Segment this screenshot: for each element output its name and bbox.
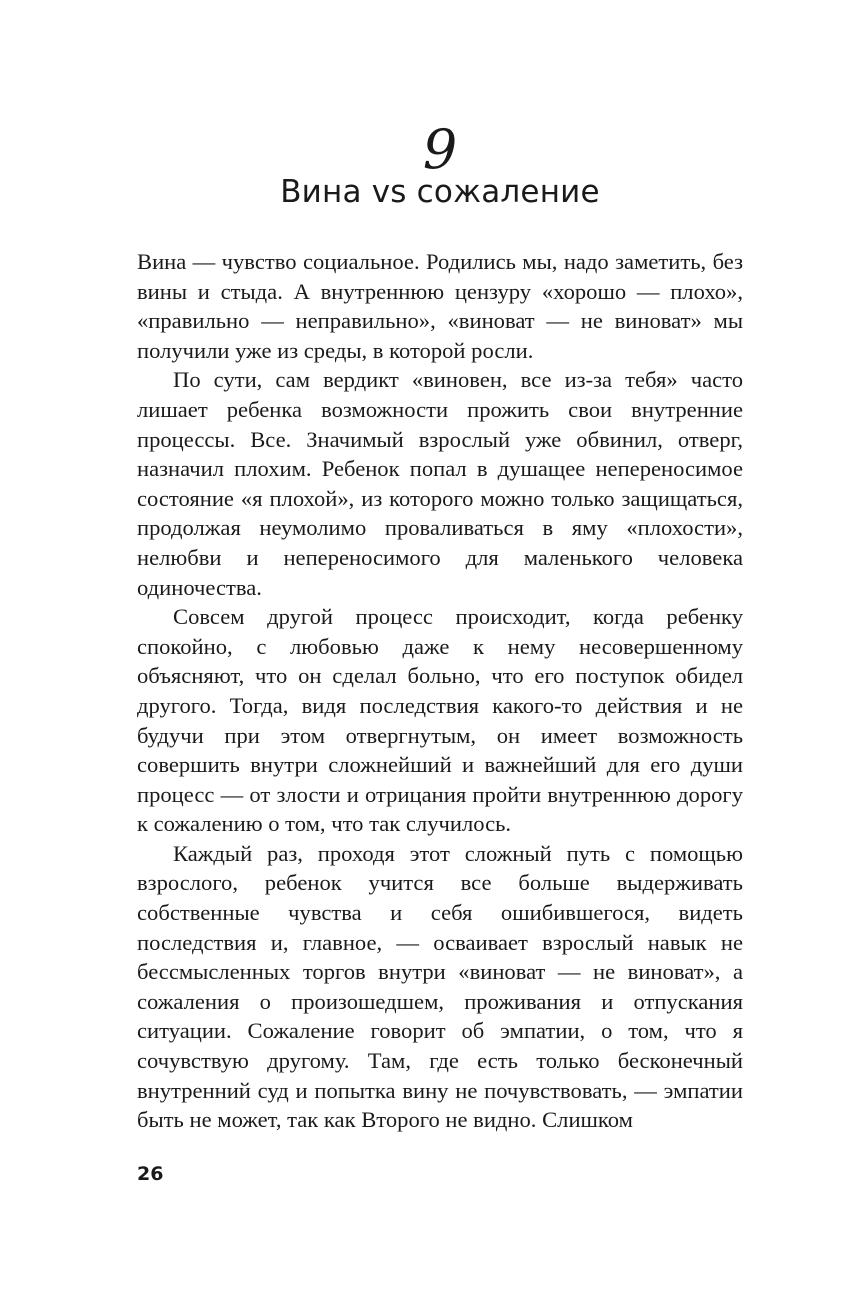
paragraph: По сути, сам вердикт «виновен, все из-за тебя» часто лишает ребенка возможности прожить свои внутренние процессы. Все. Значимый взрослый уже обвинил, отверг, назначил плохим. Ребенок попал в душащее непереносимое состояние «я плохой», из которого можно только защищаться, продолжая неумолимо проваливаться в яму «плохости», нелюбви и непереносимого для маленького человека одиночества.: [137, 367, 743, 600]
chapter-number: 9: [422, 118, 458, 181]
paragraph: Каждый раз, проходя этот сложный путь с помощью взрослого, ребенок учится все больше выдерживать собственные чувства и себя ошибившегося, видеть последствия и, главное, — осваивает взрослый навык не бессмысленных торгов внутри «виноват — не виноват», а сожаления о произошедшем, проживания и отпускания ситуации. Сожаление говорит об эмпатии, о том, что я сочувствую другому. Там, где есть только бесконечный внутренний суд и попытка вину не почувствовать, — эмпатии быть не может, так как Второго не видно. Слишком: [137, 840, 743, 1133]
page-number: 26: [137, 1163, 164, 1185]
paragraph: Совсем другой процесс происходит, когда ребенку спокойно, с любовью даже к нему несовершенному объясняют, что он сделал больно, что его поступок обидел другого. Тогда, видя последствия какого-то действия и не будучи при этом отвергнутым, он имеет возможность совершить внутри сложнейший и важнейший для его души процесс — от злости и отрицания пройти внутреннюю дорогу к сожалению о том, что так случилось.: [137, 604, 743, 837]
body-text: [137, 247, 743, 1135]
paragraph: Вина — чувство социальное. Родились мы, надо заметить, без вины и стыда. А внутреннюю цензуру «хорошо — плохо», «правильно — неправильно», «виноват — не виноват» мы получили уже из среды, в которой росли.: [137, 249, 743, 363]
chapter-title: Вина vs сожаление: [280, 174, 600, 210]
